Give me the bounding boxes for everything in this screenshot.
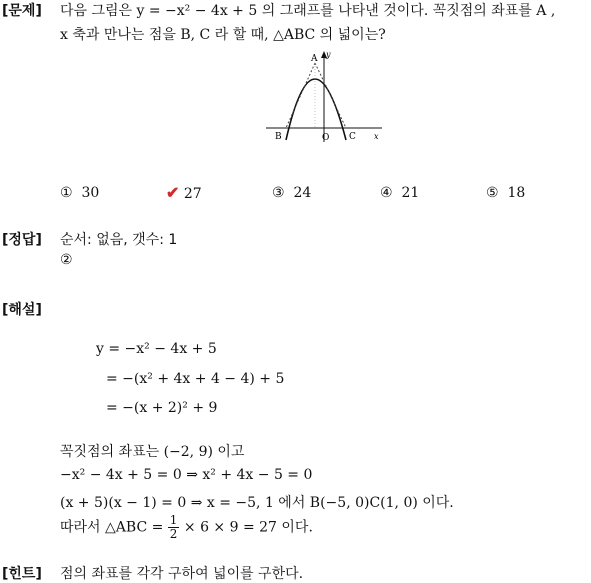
solution-eq1: y = −x² − 4x + 5 <box>96 341 217 357</box>
choice-4[interactable] <box>380 185 419 201</box>
choice-5-value: 18 <box>507 185 526 201</box>
label-o: O <box>322 133 330 143</box>
answer-line2: ② <box>60 252 73 268</box>
segment-ab <box>286 63 315 128</box>
parabola-curve <box>286 79 346 140</box>
parabola-graph <box>262 48 392 148</box>
fraction-numerator: 1 <box>169 513 178 527</box>
solution-eq3: = −(x + 2)² + 9 <box>106 400 218 416</box>
label-c: C <box>349 132 356 142</box>
choice-4-mark: ④ <box>380 185 393 201</box>
solution-line5: −x² − 4x + 5 = 0 ⇒ x² + 4x − 5 = 0 <box>60 467 313 483</box>
choice-1-value: 30 <box>81 185 100 201</box>
solution-line7 <box>60 514 313 541</box>
answer-tag: [정답] <box>2 232 42 248</box>
choice-5-mark: ⑤ <box>486 185 499 201</box>
problem-text-line2: x 축과 만나는 점을 B, C 라 할 때, △ABC 의 넓이는? <box>60 27 386 43</box>
solution-tag: [해설] <box>2 302 42 318</box>
solution-line7-pre: 따라서 △ABC = <box>60 519 164 536</box>
answer-line1: 순서: 없음, 갯수: 1 <box>60 232 178 248</box>
solution-line6: (x + 5)(x − 1) = 0 ⇒ x = −5, 1 에서 B(−5, 0)C(1, 0) 이다. <box>60 495 454 511</box>
check-icon: ✔ <box>166 183 180 202</box>
label-a: A <box>311 54 318 64</box>
choice-3-value: 24 <box>293 185 312 201</box>
choice-3[interactable] <box>272 185 311 201</box>
choice-1[interactable] <box>60 185 99 201</box>
choice-3-mark: ③ <box>272 185 285 201</box>
choice-2-value: 27 <box>183 186 202 202</box>
choice-2[interactable] <box>166 183 202 202</box>
hint-text: 점의 좌표를 각각 구하여 넓이를 구한다. <box>60 566 304 582</box>
choice-1-mark: ① <box>60 185 73 201</box>
problem-text-line1: 다음 그림은 y = −x² − 4x + 5 의 그래프를 나타낸 것이다. 꼭짓점의 좌표를 A , <box>60 3 556 19</box>
fraction-denominator: 2 <box>169 527 178 541</box>
solution-eq2: = −(x² + 4x + 4 − 4) + 5 <box>106 371 285 387</box>
label-x: x <box>374 132 379 141</box>
segment-ac <box>315 63 346 128</box>
fraction-one-half <box>168 514 180 541</box>
hint-tag: [힌트] <box>2 566 42 582</box>
solution-line4: 꼭짓점의 좌표는 (−2, 9) 이고 <box>60 444 245 460</box>
label-y: y <box>326 50 331 59</box>
problem-tag: [문제] <box>2 3 42 19</box>
solution-line7-post: × 6 × 9 = 27 이다. <box>183 519 313 536</box>
choice-5[interactable] <box>486 185 525 201</box>
choice-4-value: 21 <box>401 185 420 201</box>
label-b: B <box>275 132 282 142</box>
